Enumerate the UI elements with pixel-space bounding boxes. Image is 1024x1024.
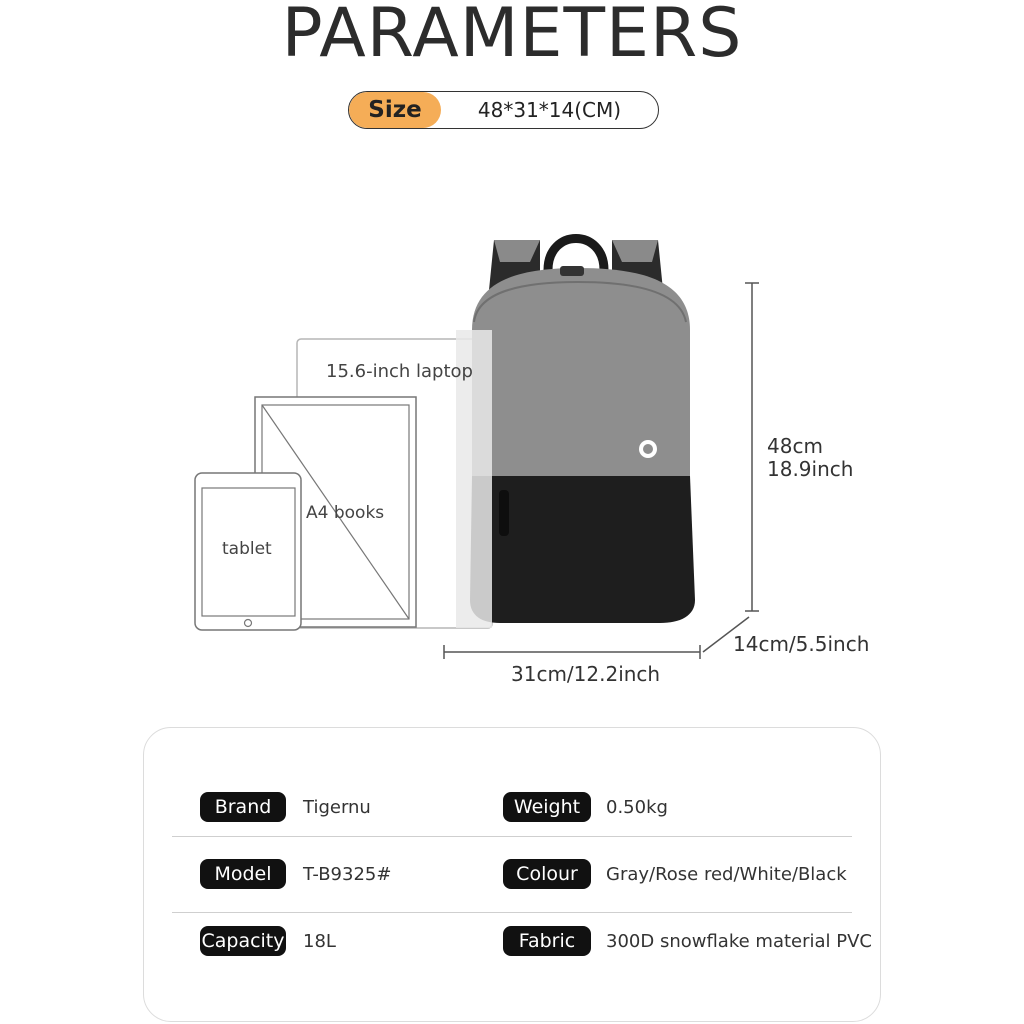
size-label: Size <box>349 92 441 128</box>
spec-label-brand: Brand <box>200 792 286 822</box>
depth-label: 14cm/5.5inch <box>733 632 870 656</box>
spec-value-brand: Tigernu <box>303 796 371 818</box>
spec-label-weight: Weight <box>503 792 591 822</box>
spec-label-capacity: Capacity <box>200 926 286 956</box>
height-inch-label: 18.9inch <box>767 457 854 481</box>
laptop-label: 15.6-inch laptop <box>326 361 473 382</box>
spec-label-fabric: Fabric <box>503 926 591 956</box>
spec-divider <box>172 912 852 913</box>
spec-value-fabric: 300D snowflake material PVC <box>606 930 872 952</box>
spec-label-model: Model <box>200 859 286 889</box>
size-value: 48*31*14(CM) <box>477 98 622 122</box>
spec-label-colour: Colour <box>503 859 591 889</box>
backpack-image <box>456 239 695 629</box>
page-title: PARAMETERS <box>281 0 743 73</box>
tablet-label: tablet <box>222 539 272 559</box>
height-cm-label: 48cm <box>767 434 823 458</box>
spec-value-weight: 0.50kg <box>606 796 668 818</box>
spec-value-capacity: 18L <box>303 930 336 952</box>
spec-divider <box>172 836 852 837</box>
spec-value-colour: Gray/Rose red/White/Black <box>606 863 847 885</box>
a4-book-label: A4 books <box>306 503 385 523</box>
spec-value-model: T-B9325# <box>303 863 392 885</box>
width-label: 31cm/12.2inch <box>511 662 661 686</box>
